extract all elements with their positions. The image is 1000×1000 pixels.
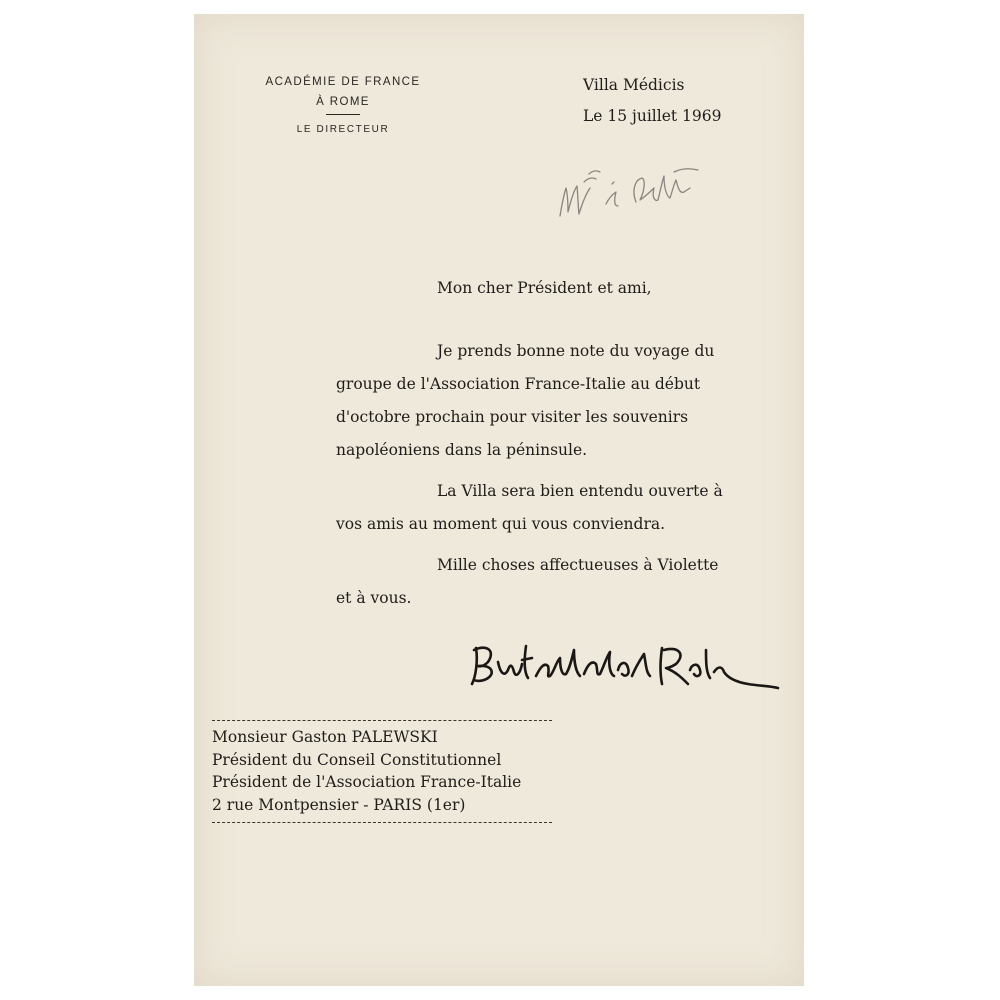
recipient-address-block xyxy=(212,720,557,823)
address-divider-bottom xyxy=(212,822,552,823)
paragraph-2 xyxy=(336,475,776,541)
body-line: La Villa sera bien entendu ouverte à xyxy=(437,482,723,500)
recipient-title: Président de l'Association France-Italie xyxy=(212,773,522,791)
body-line: et à vous. xyxy=(336,589,412,607)
handwritten-signature xyxy=(466,640,782,696)
letterhead-city: À ROME xyxy=(316,96,370,108)
recipient-street: 2 rue Montpensier - PARIS (1er) xyxy=(212,795,466,814)
letterhead-title: LE DIRECTEUR xyxy=(296,124,390,135)
body-line: d'octobre prochain pour visiter les souvenirs xyxy=(336,408,689,426)
sender-place: Villa Médicis xyxy=(583,76,685,94)
letter-date: Le 15 juillet 1969 xyxy=(583,107,722,125)
letter-body xyxy=(336,272,776,615)
body-line: napoléoniens dans la péninsule. xyxy=(336,441,588,459)
recipient-name: Monsieur Gaston PALEWSKI xyxy=(212,728,438,746)
body-line: groupe de l'Association France-Italie au début xyxy=(336,375,701,393)
letterhead xyxy=(228,74,458,137)
paragraph-1 xyxy=(336,335,776,467)
letterhead-divider xyxy=(326,114,360,115)
address-divider-top xyxy=(212,720,552,721)
body-line: Je prends bonne note du voyage du xyxy=(437,342,715,360)
body-line: Mille choses affectueuses à Violette xyxy=(437,556,719,574)
body-line: vos amis au moment qui vous conviendra. xyxy=(336,515,666,533)
salutation: Mon cher Président et ami, xyxy=(437,279,652,297)
letterhead-institution: ACADÉMIE DE FRANCE xyxy=(265,76,421,88)
recipient-title: Président du Conseil Constitutionnel xyxy=(212,750,502,769)
pencil-annotation xyxy=(556,158,746,222)
paragraph-3 xyxy=(336,549,776,615)
